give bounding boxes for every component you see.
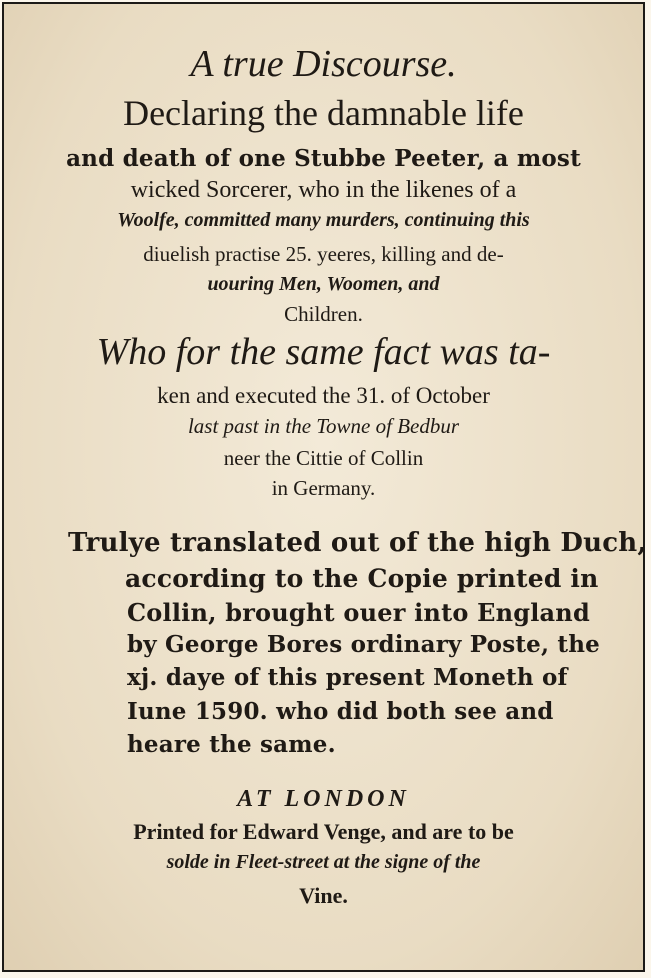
blackletter-line: by George Bores ordinary Poste, the [127,631,601,658]
blackletter-line: Collin, brought ouer into England [127,598,590,627]
title-line: last past in the Towne of Bedbur [187,414,460,438]
blackletter-line: according to the Copie printed in [125,564,599,593]
blackletter-line: Iune 1590. who did both see and [127,698,554,725]
blackletter-line: Trulye translated out of the high Duch, [68,528,647,558]
title-line: Children. [284,302,363,326]
title-line: Who for the same fact was ta- [96,331,551,373]
title-line: uouring Men, Woomen, and [207,273,440,295]
title-heading: A true Discourse. [190,43,457,85]
imprint-line: Printed for Edward Venge, and are to be [133,819,514,844]
blackletter-line: heare the same. [127,731,336,758]
imprint-place: AT LONDON [237,786,410,812]
title-line: in Germany. [271,476,376,500]
title-line: ken and executed the 31. of October [157,383,490,408]
title-line: wicked Sorcerer, who in the likenes of a [130,177,517,203]
title-line: diuelish practise 25. yeeres, killing and de- [143,242,504,266]
title-line: neer the Cittie of Collin [223,446,424,470]
title-line: Declaring the damnable life [123,93,524,133]
blackletter-line: xj. daye of this present Moneth of [127,664,568,691]
imprint-line: solde in Fleet-street at the signe of the [166,851,481,873]
title-line: Woolfe, committed many murders, continuing this [117,209,530,231]
title-line: and death of one Stubbe Peeter, a most [66,145,581,172]
title-page [2,2,645,972]
imprint-line: Vine. [299,883,348,908]
